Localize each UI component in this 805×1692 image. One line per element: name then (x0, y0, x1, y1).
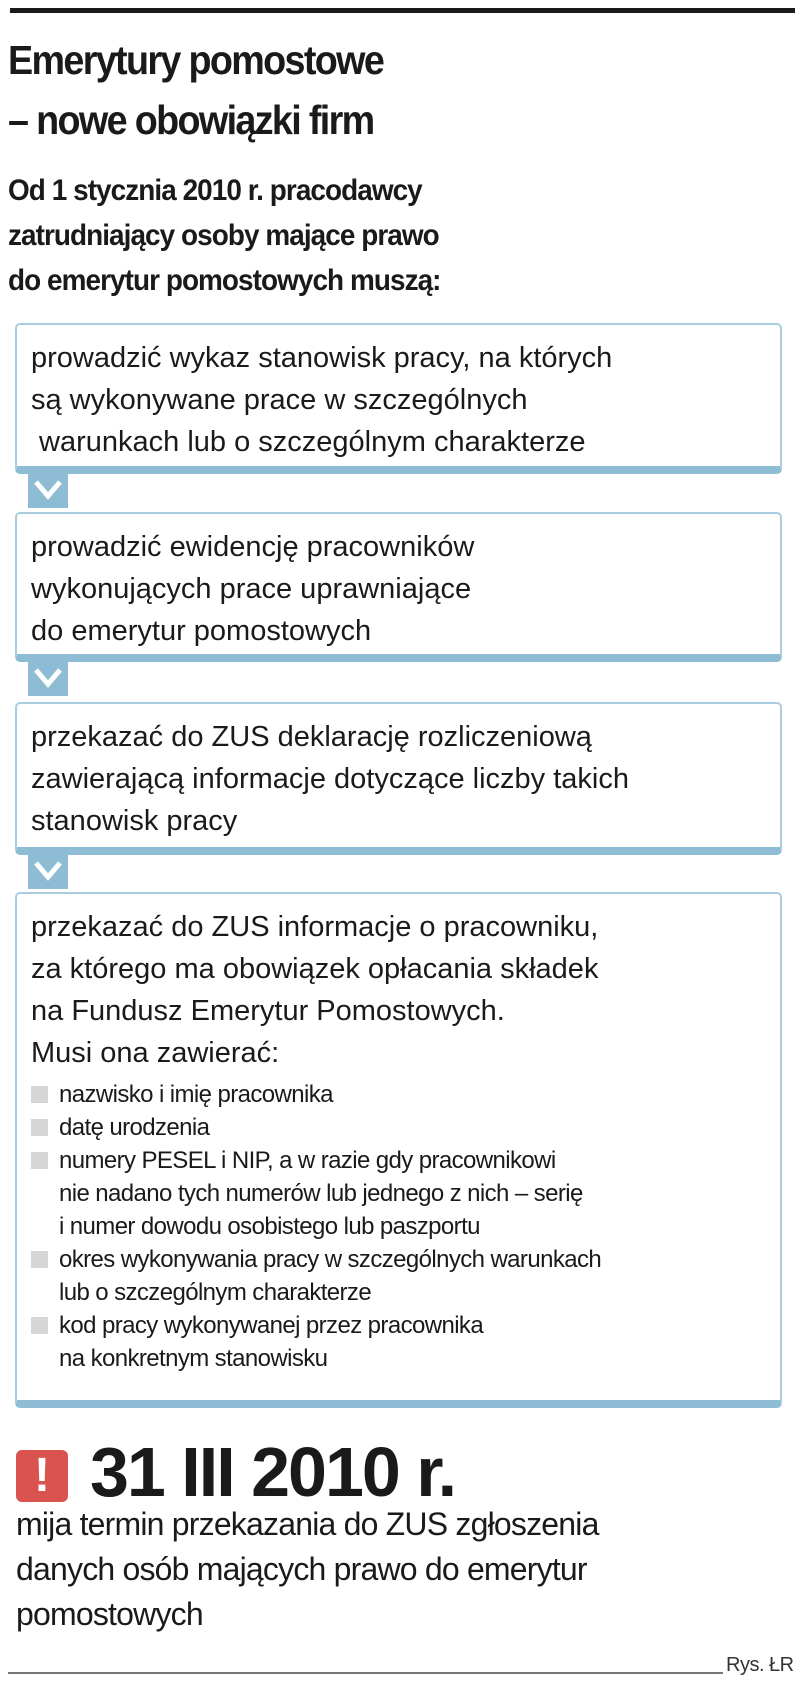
step-line: na Fundusz Emerytur Pomostowych. (31, 995, 505, 1027)
list-item (31, 1111, 766, 1144)
step-line: przekazać do ZUS informacje o pracowniku, (31, 911, 599, 943)
bullet-line: lub o szczególnym charakterze (59, 1279, 372, 1306)
list-item (31, 1243, 766, 1309)
title-line: Emerytury pomostowe (8, 37, 384, 83)
bullet-line: numery PESEL i NIP, a w razie gdy pracownikowi (59, 1147, 556, 1174)
list-item (31, 1078, 766, 1111)
step-line: warunkach lub o szczególnym charakterze (31, 426, 586, 458)
bullet-line: nie nadano tych numerów lub jednego z nich – serię (59, 1180, 583, 1207)
bullet-line: i numer dowodu osobistego lub paszportu (59, 1213, 480, 1240)
step-line: do emerytur pomostowych (31, 615, 372, 647)
exclamation-icon: ! (16, 1450, 68, 1502)
step-line: stanowisk pracy (31, 805, 238, 837)
step-line: zawierającą informacje dotyczące liczby takich (31, 763, 629, 795)
chevron-down-icon (28, 855, 68, 889)
bullet-square-icon (31, 1152, 48, 1169)
bullet-line: na konkretnym stanowisku (59, 1345, 328, 1372)
list-item (31, 1144, 766, 1243)
step-line: Musi ona zawierać: (31, 1037, 280, 1069)
step-box-4 (15, 892, 782, 1408)
step-line: prowadzić ewidencję pracowników (31, 531, 475, 563)
deadline-note (16, 1502, 756, 1637)
chevron-down-icon (28, 662, 68, 696)
chevron-down-icon (28, 474, 68, 508)
step-box-2 (15, 512, 782, 662)
bullet-line: okres wykonywania pracy w szczególnych warunkach (59, 1246, 602, 1273)
step-line: wykonujących prace uprawniające (31, 573, 472, 605)
page-title (8, 30, 383, 150)
bullet-line: nazwisko i imię pracownika (59, 1081, 333, 1108)
step-line: są wykonywane prace w szczególnych (31, 384, 528, 416)
step-box-1 (15, 323, 782, 474)
title-line: – nowe obowiązki firm (8, 97, 374, 143)
credit: Rys. ŁR (726, 1654, 794, 1676)
note-line: pomostowych (16, 1596, 203, 1632)
step-line: prowadzić wykaz stanowisk pracy, na których (31, 342, 613, 374)
intro-line: Od 1 stycznia 2010 r. pracodawcy (8, 174, 422, 207)
bullet-square-icon (31, 1317, 48, 1334)
list-item (31, 1309, 766, 1375)
bullet-line: kod pracy wykonywanej przez pracownika (59, 1312, 484, 1339)
deadline-date: 31 III 2010 r. (90, 1433, 456, 1511)
required-data-list (31, 1078, 766, 1375)
bullet-line: datę urodzenia (59, 1114, 210, 1141)
step-box-3 (15, 702, 782, 855)
top-rule (10, 8, 795, 13)
intro-text (8, 168, 441, 303)
intro-line: zatrudniający osoby mające prawo (8, 219, 439, 252)
note-line: mija termin przekazania do ZUS zgłoszenia (16, 1506, 599, 1542)
step-line: za którego ma obowiązek opłacania składek (31, 953, 599, 985)
note-line: danych osób mających prawo do emerytur (16, 1551, 587, 1587)
bullet-square-icon (31, 1251, 48, 1268)
bullet-square-icon (31, 1086, 48, 1103)
intro-line: do emerytur pomostowych muszą: (8, 264, 441, 297)
bullet-square-icon (31, 1119, 48, 1136)
step-line: przekazać do ZUS deklarację rozliczeniową (31, 721, 592, 753)
bottom-rule (8, 1672, 723, 1674)
